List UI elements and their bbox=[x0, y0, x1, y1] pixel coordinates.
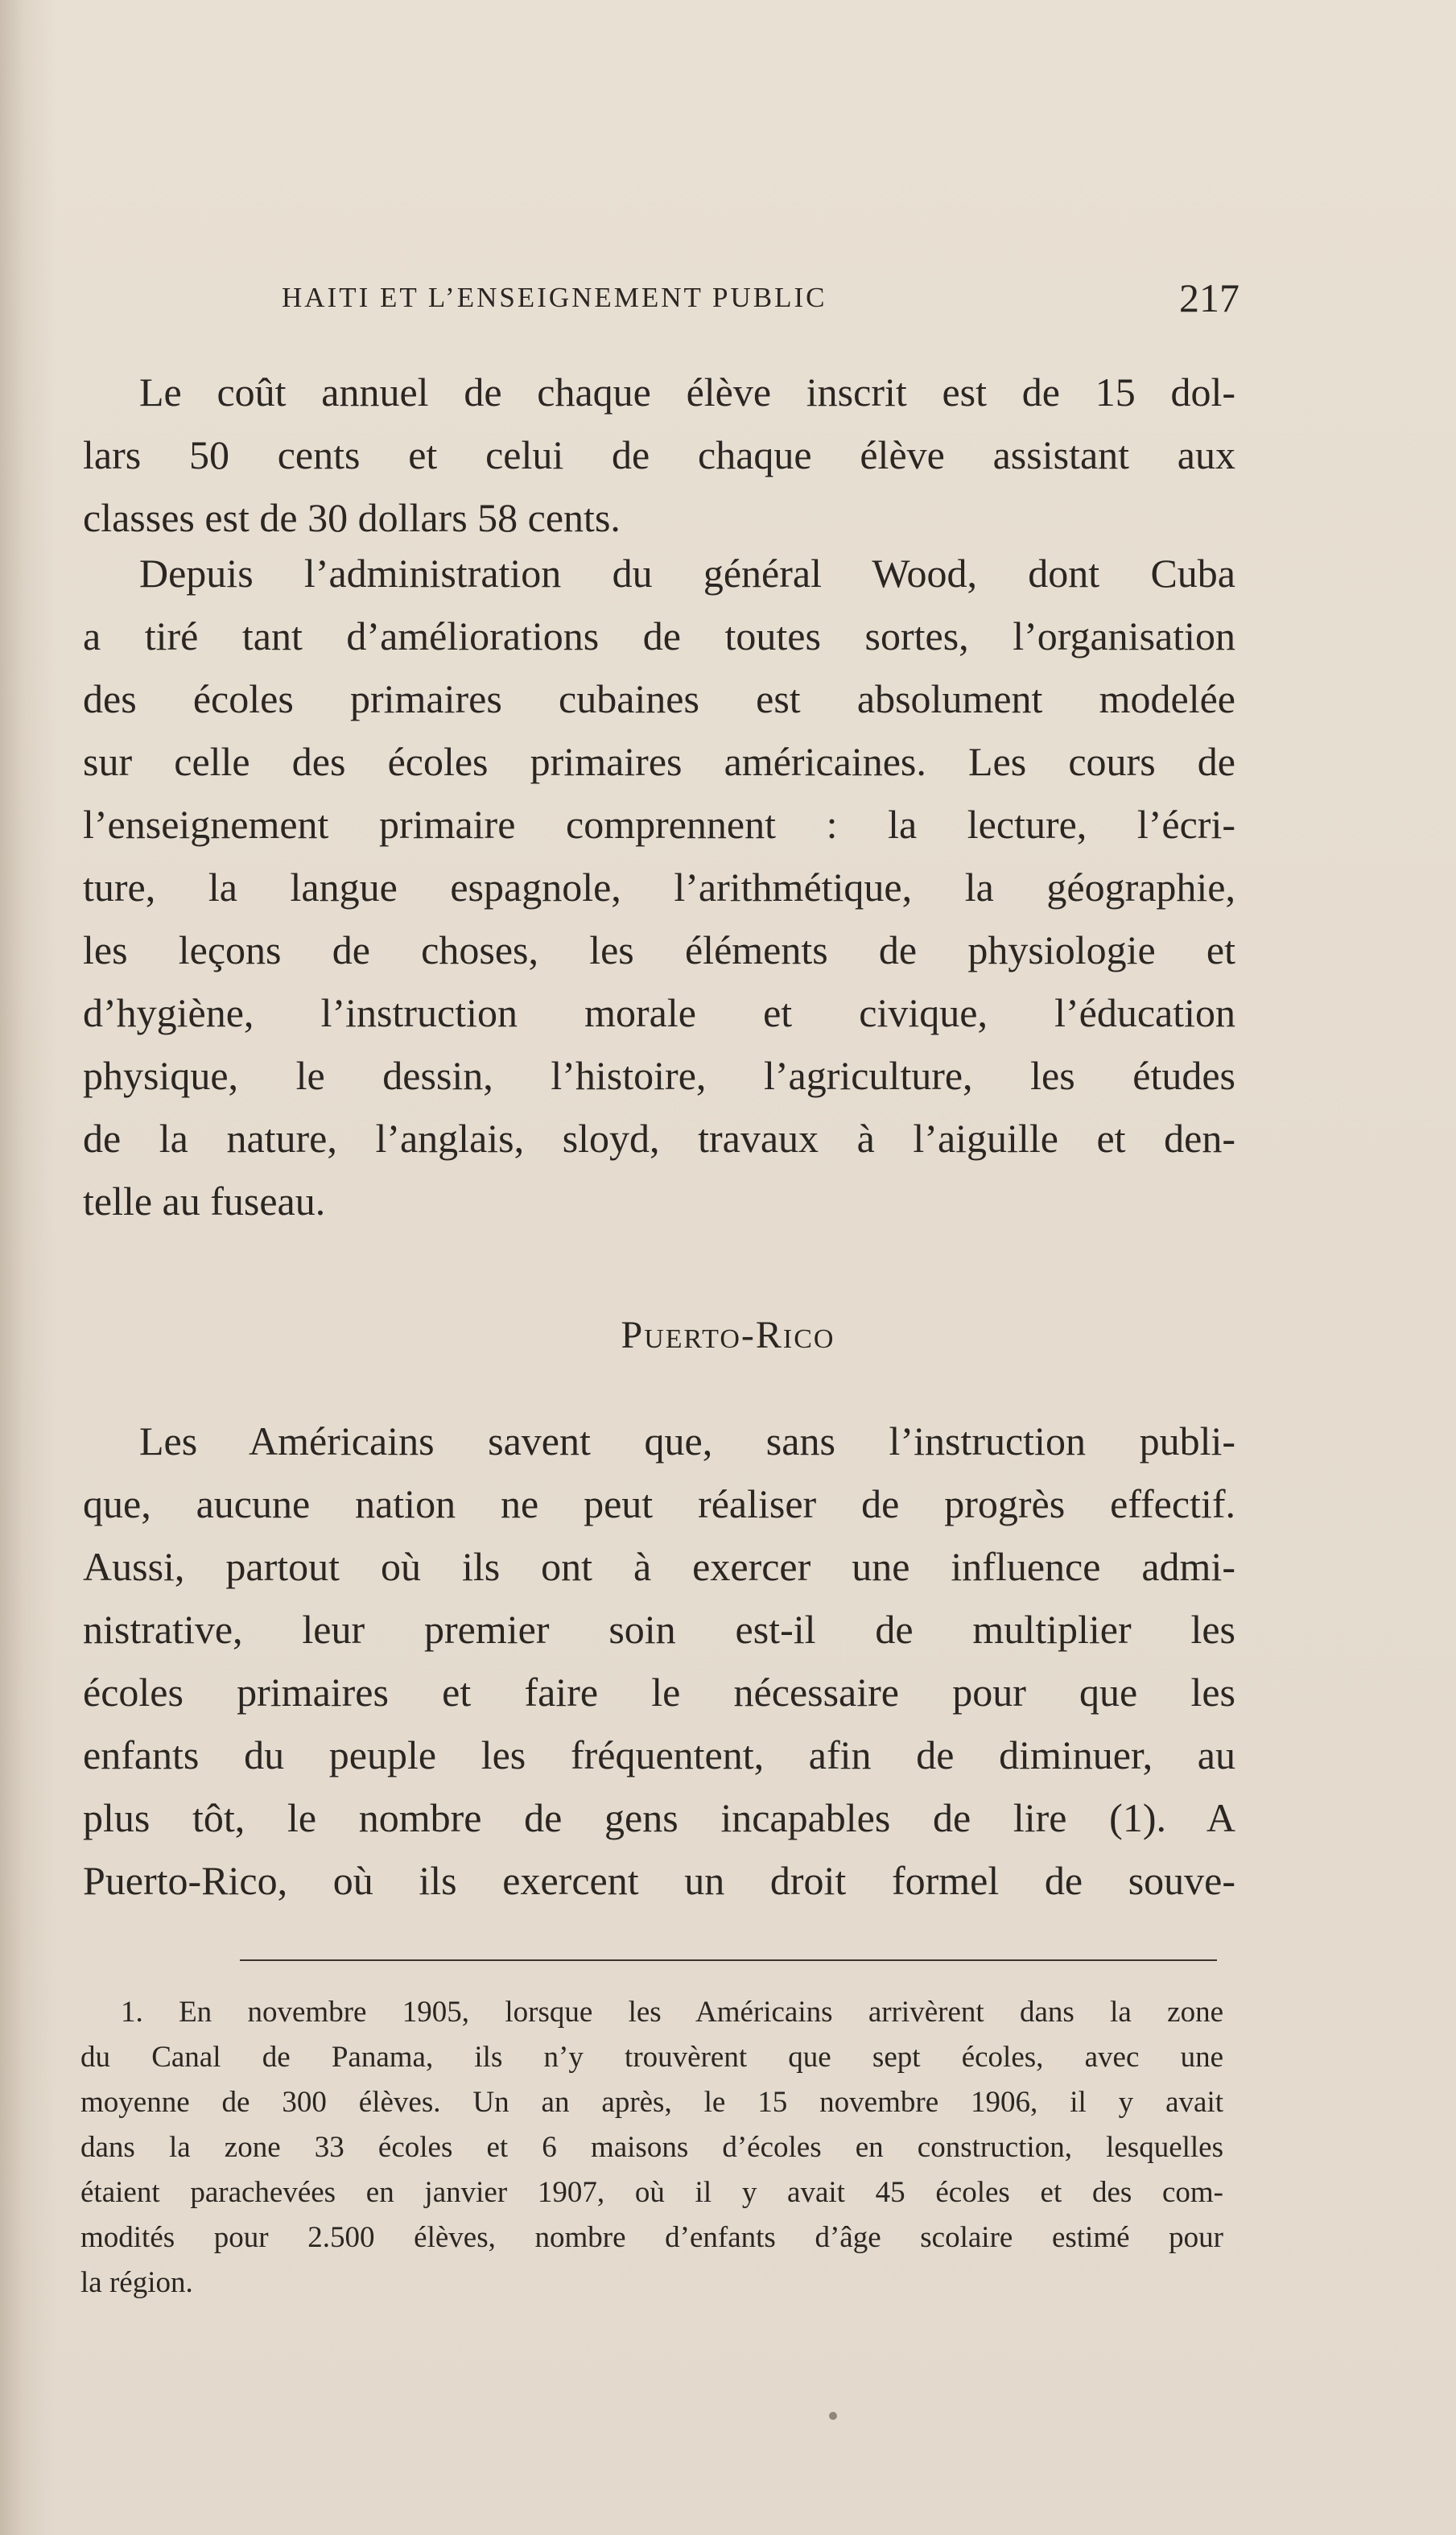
text-line: Aussi, partout où ils ont à exercer une influence admi- bbox=[83, 1544, 1235, 1589]
page-header bbox=[282, 274, 1239, 322]
footnote-line: moyenne de 300 élèves. Un an après, le 15 novembre 1906, il y avait bbox=[80, 2086, 1223, 2119]
footnote bbox=[80, 1990, 1223, 2306]
text-line: classes est de 30 dollars 58 cents. bbox=[83, 495, 621, 540]
paragraph-cuba-curriculum bbox=[83, 542, 1235, 1232]
text-line: a tiré tant d’améliorations de toutes sortes, l’organisation bbox=[83, 613, 1235, 659]
text-line: ture, la langue espagnole, l’arithmétique, la géographie, bbox=[83, 865, 1235, 910]
text-line: Le coût annuel de chaque élève inscrit est de 15 dol- bbox=[139, 370, 1235, 415]
text-line: les leçons de choses, les éléments de physiologie et bbox=[83, 927, 1235, 972]
text-line: que, aucune nation ne peut réaliser de progrès effectif. bbox=[83, 1481, 1235, 1526]
footnote-line: dans la zone 33 écoles et 6 maisons d’écoles en construction, lesquelles bbox=[80, 2131, 1223, 2164]
paragraph-puerto-rico bbox=[83, 1410, 1235, 1912]
running-title: HAITI ET L’ENSEIGNEMENT PUBLIC bbox=[282, 282, 827, 313]
footnote-line: la région. bbox=[80, 2266, 193, 2299]
footnote-line: 1. En novembre 1905, lorsque les Américains arrivèrent dans la zone bbox=[121, 1996, 1223, 2029]
footnote-line: du Canal de Panama, ils n’y trouvèrent que sept écoles, avec une bbox=[80, 2041, 1223, 2074]
text-line: d’hygiène, l’instruction morale et civique, l’éducation bbox=[83, 990, 1235, 1035]
text-line: écoles primaires et faire le nécessaire pour que les bbox=[83, 1670, 1235, 1715]
text-line: telle au fuseau. bbox=[83, 1179, 326, 1224]
paper-speck bbox=[829, 2412, 837, 2420]
footnote-line: étaient parachevées en janvier 1907, où il y avait 45 écoles et des com- bbox=[80, 2176, 1223, 2209]
text-line: des écoles primaires cubaines est absolument modelée bbox=[83, 676, 1235, 721]
text-line: physique, le dessin, l’histoire, l’agriculture, les études bbox=[83, 1053, 1235, 1098]
text-line: de la nature, l’anglais, sloyd, travaux à l’aiguille et den- bbox=[83, 1116, 1235, 1161]
footnote-divider bbox=[240, 1959, 1217, 1961]
paragraph-cost bbox=[83, 361, 1235, 549]
text-line: enfants du peuple les fréquentent, afin de diminuer, au bbox=[83, 1732, 1235, 1777]
page-number: 217 bbox=[1179, 275, 1239, 320]
text-line: sur celle des écoles primaires américaines. Les cours de bbox=[83, 739, 1235, 784]
text-line: l’enseignement primaire comprennent : la lecture, l’écri- bbox=[83, 802, 1235, 847]
text-line: plus tôt, le nombre de gens incapables de lire (1). A bbox=[83, 1795, 1235, 1840]
section-heading: Puerto-Rico bbox=[621, 1314, 835, 1356]
footnote-line: modités pour 2.500 élèves, nombre d’enfants d’âge scolaire estimé pour bbox=[80, 2221, 1223, 2254]
text-line: lars 50 cents et celui de chaque élève assistant aux bbox=[83, 432, 1235, 477]
text-line: nistrative, leur premier soin est-il de multiplier les bbox=[83, 1607, 1235, 1652]
text-line: Depuis l’administration du général Wood, dont Cuba bbox=[139, 551, 1235, 596]
text-line: Puerto-Rico, où ils exercent un droit formel de souve- bbox=[83, 1858, 1235, 1903]
text-line: Les Américains savent que, sans l’instruction publi- bbox=[139, 1418, 1235, 1464]
